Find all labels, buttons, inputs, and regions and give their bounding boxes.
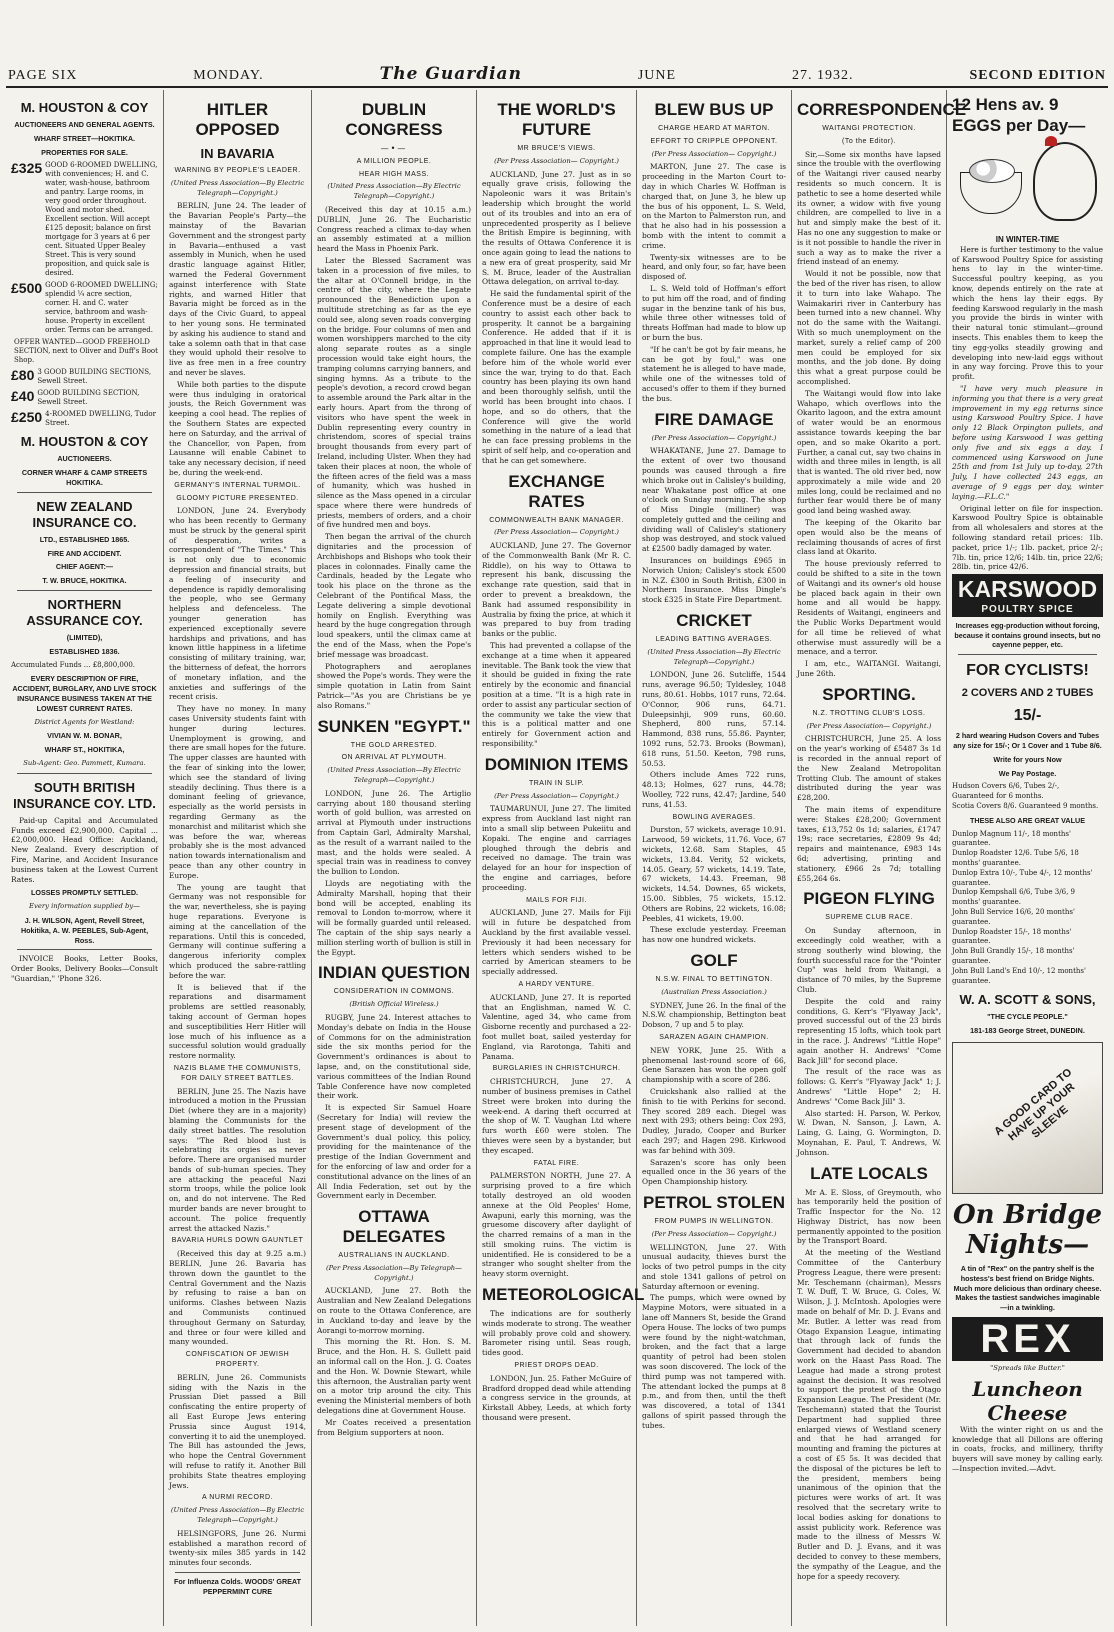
tyre-item: Dunlop Roadster 12/6. Tube 5/6, 18 months' guarantee. xyxy=(952,849,1079,868)
hens-ad-title: 12 Hens av. 9 EGGS per Day— xyxy=(952,95,1086,135)
subhead: MR BRUCE'S VIEWS. xyxy=(517,145,596,152)
article-paragraph: Sarazen's score has only been equalled once in the 36 years of the Open Championship history. xyxy=(642,1157,786,1187)
article-paragraph: The main items of expenditure were: Stakes £28,200; Government taxes, £13,752 0s 1d; salaries, £1747 19s; race secretaries, £2809 9s 4d; repairs and maintenance, £983 14s 6d; advertising, printing and stationery, £966 2s 7d; totalling £55,264 6s. xyxy=(797,805,941,883)
article-paragraph: Others include Ames 722 runs, 48.13; Holmes, 627 runs, 44.78; Woolley, 722 runs, 42.47; Jardine, 540 runs, 41.53. xyxy=(642,770,786,809)
tyre-item: John Bull Grandly 15/-, 18 months' guarantee. xyxy=(952,947,1075,966)
rex-logo: REX xyxy=(952,1317,1103,1361)
article-paragraph: AUCKLAND, June 27. The Governor of the Commonwealth Bank (Mr R. C. Riddle), on his way to Ottawa to represent his bank, discussing the exchange rate question, said that in order to prevent a breakdown, the Bank had assumed responsibility in Australia by fixing the price, at which it was prepared to buy from trading banks or the public. xyxy=(482,541,631,639)
subhead: SUPREME CLUB RACE. xyxy=(825,914,913,922)
source-line: (United Press Association—By Electric Telegraph—Copyright.) xyxy=(170,1506,305,1524)
headline-sporting: SPORTING. xyxy=(822,684,916,704)
article-paragraph: "If he can't be got by fair means, he can be got by foul," was one statement he is alleged to have made, while one of the witnesses told of accused's offer to them if they burned the bus. xyxy=(642,344,786,403)
postage: We Pay Postage. xyxy=(998,768,1057,778)
houston-heading: M. HOUSTON & COY xyxy=(20,100,149,115)
article-paragraph: Cruickshank also rallied at the finish to tie with Perkins for second. They scored 289 each. Diegel was next with 293; others being: Cox 293, Dudley, Jurado, Cooper and Burker each 297; and Hagen 298. Kirkwood was far behind with 309. xyxy=(642,1086,786,1155)
subhead: FROM PUMPS IN WELLINGTON. xyxy=(654,1217,774,1225)
source-line: (Australian Press Association.) xyxy=(661,987,767,996)
article-paragraph: LONDON, June 24. Everybody who has been recently to Germany must be struck by the general spirit of desperation, writes a correspondent of "The Times." This is not only due to economic depression and financial straits, but a feeling of insecurity and dependence is rapidly demoralising the people, who see Germany helpless and defenceless. The younger generation has experienced exceptionally severe hardships and privations, and has known little happiness in a lifetime consisting of military training, war, the bitterness of defeat, the horrors of monetary inflation, and the anxieties and sufferings of the recent crisis. xyxy=(169,506,306,702)
houston-heading-2: M. HOUSTON & COY xyxy=(20,434,149,450)
article-paragraph: Also started: H. Parson, W. Perkov, W. Dwan, N. Sanson, J. Lawn, A. Laing, G. Laing, G. Wormington, D. Moynahan, E. Paul, T. Andrews, W. Johnson. xyxy=(797,1108,941,1157)
article-paragraph: They have no money. In many cases University students faint with hunger during lectures. Unemployment is growing, and there are small hopes for the future. The upper classes are haunted with the fear of sinking into the lower, which see the standard of living steadily declining. Thus there is a dominant feeling of grievance, especially as the world persists in regarding Germany as the monarchist and militarist which she was before the war, whereas probably she is the most advanced nation towards internationalism and peace than any other country in Europe. xyxy=(169,704,306,880)
dillons-notice: With the winter right on us and the knowledge that all Dillons are offering in coats, frocks, and millinery, thrifty buyers will save money by calling early.—Inspection invited.—Advt. xyxy=(952,1424,1103,1473)
subhead: CONSIDERATION IN COMMONS. xyxy=(333,988,455,996)
hen-illustration xyxy=(952,138,1103,233)
divider xyxy=(958,654,1097,655)
houston-address: WHARF STREET—HOKITIKA. xyxy=(33,133,136,143)
column-7-ads xyxy=(947,90,1108,1626)
source-line: (United Press Association—By Electric Telegraph—Copyright.) xyxy=(647,647,781,666)
article-paragraph: While both parties to the dispute were thus indulging in oratorical jousts, the Reich Government was keeping a cool head. The replies of the Southern States are expected here on Saturday, and the arrival of the Chancellor, von Papen, from Lausanne will enable Cabinet to take any necessary decision, if need be, during the week-end. xyxy=(169,379,306,477)
article-paragraph: Lloyds are negotiating with the Admiralty Marshall, hoping that their bond will be accepted, enabling its removal to London to-morrow, where it will be formally guarded until released. The captain of the ship says nearly a million sterling worth of bullion is still in the Egypt. xyxy=(317,878,471,957)
tubes-note: 2 hard wearing Hudson Covers and Tubes any size for 15/-; Or 1 Cover and 1 Tube 8/6. xyxy=(953,731,1102,751)
article-paragraph: The house previously referred to could be shifted to a site in the town of Waitangi and its owner's old house be placed back again in their own home and all would be happy. Residents of Waitangi, engineers and the Public Works Department would for all time be relieved of what otherwise must assuredly will be a menace, and a terror. xyxy=(797,559,941,657)
tyre-item: Dunlop Roadster 15/-, 18 months' guarantee. xyxy=(952,927,1072,946)
subhead: AUSTRALIANS IN AUCKLAND. xyxy=(338,1252,450,1260)
invoice-books-ad: INVOICE Books, Letter Books, Order Books, Delivery Books—Consult "Guardian," 'Phone 326. xyxy=(11,954,158,983)
great-value: THESE ALSO ARE GREAT VALUE xyxy=(969,815,1085,825)
subhead: N.S.W. FINAL TO BETTINGTON. xyxy=(655,975,773,983)
headline-worlds-future: THE WORLD'S FUTURE xyxy=(497,100,616,139)
headline-fire: FIRE DAMAGE xyxy=(654,409,774,429)
headline-india: INDIAN QUESTION xyxy=(317,963,471,983)
subhead: CHARGE HEARD AT MARTON. xyxy=(658,125,770,132)
karswood-logo: KARSWOOD xyxy=(952,574,1103,604)
masthead-edition: SECOND EDITION xyxy=(969,68,1106,83)
headline-bavaria: IN BAVARIA xyxy=(200,146,275,161)
article-paragraph: LONDON, Jun. 25. Father McGuire of Bradford dropped dead while attending a congress service in the grounds, at Kirkstall Abbey, Leeds, at which forty thousand were present. xyxy=(482,1373,631,1423)
tyre-item: Dunlop Kempshall 6/6, Tube 3/6, 9 months' guarantee. xyxy=(952,888,1075,907)
article-paragraph: L. S. Weld told of Hoffman's effort to put him off the road, and of finding sugar in the benzine tank of his bus, while three other witnesses told of threats Hoffman had made to blow up or burn the bus. xyxy=(642,283,786,342)
article-paragraph: The result of the race was as follows: G. Kerr's "Flyaway Jack" 1; J. Andrews' "Little Hope" 2; H. Andrews' "Come Back Jill" 3. xyxy=(797,1067,941,1106)
article-paragraph: AUCKLAND, June 27. Just as in so equally grave crisis, following the Napoleonic wars it was Britain's leadership which brought the world out of its troubles and into an era of unprecedented prosperity as I believe the British Empire is beginning, with the results of Ottawa Conference it is once again going to lead the nations to a new era of great prosperity, said Mr S. M. Bruce, leader of the Australian Ottawa delegation, on arrival to-day. xyxy=(482,169,631,287)
subhead: EFFORT TO CRIPPLE OPPONENT. xyxy=(650,137,778,145)
masthead-rule xyxy=(6,86,1108,88)
article-paragraph: LONDON, June 26. The Artiglio carrying about 180 thousand sterling worth of gold bullion, was arrested on arrival at Plymouth under instructions from Captain Garl, Admiralty Marshal, as the result of a warrant nailed to the mast, and the holds were sealed. A special train was in readiness to convey the bullion to London. xyxy=(317,788,471,877)
subhead: PRIEST DROPS DEAD. xyxy=(514,1362,599,1370)
headline-exchange: EXCHANGE RATES xyxy=(508,471,605,511)
nz-insurance-heading: NEW ZEALAND INSURANCE CO. xyxy=(32,498,137,530)
rex-slogan: "Spreads like Butter." xyxy=(990,1363,1065,1372)
egg-bowl-icon xyxy=(960,172,1022,214)
article-paragraph: It is expected Sir Samuel Hoare (Secretary for India) will review the present stage of development of the Government's dual policy, this policy, providing for the maintenance of the prestige of the Indian Government and for the enforcing of law and order for a constitutional advance on the lines of an All India Federation, set out by the Government early in December. xyxy=(317,1103,471,1201)
covers-heading: 2 COVERS AND 2 TUBES xyxy=(961,687,1094,700)
houston-address-2: CORNER WHARF & CAMP STREETS HOKITIKA. xyxy=(21,468,148,487)
property-listing: OFFER WANTED—GOOD FREEHOLD SECTION, next to Oliver and Duff's Boot Shop. xyxy=(14,338,158,365)
headline-hitler: HITLER OPPOSED xyxy=(195,100,280,139)
subhead: FATAL FIRE. xyxy=(533,1159,580,1167)
subhead: BOWLING AVERAGES. xyxy=(672,813,756,821)
subhead: LEADING BATTING AVERAGES. xyxy=(655,636,773,644)
article-paragraph: The Waitangi would flow into lake Wahapo, which overflows into the Okarito lagoon, and the extra amount of water would be an enormous assistance towards keeping the bar open, and so make Okarito a port. Further, a canal cut, say two chains in width and three miles in length, is all that is wanted. The old river bed, now approximately a mile wide and 20 miles long, could be reclaimed and no further fear would there be of many good land being washed away. xyxy=(797,388,941,516)
article-paragraph: NEW YORK, June 25. With a phenomenal last-round score of 66, Gene Sarazen has won the open golf championship with a score of 286. xyxy=(642,1045,786,1085)
subhead: GERMANY'S INTERNAL TURMOIL. xyxy=(174,481,301,489)
headline-golf: GOLF xyxy=(690,950,738,970)
source-line: (United Press Association—By Electric Telegraph—Copyright.) xyxy=(327,766,461,785)
tyre-item: Hudson Covers 6/6, Tubes 2/-, Guaranteed for 6 months. xyxy=(952,782,1060,801)
source-line: (Per Press Association— Copyright.) xyxy=(494,528,619,537)
masthead-month: JUNE xyxy=(637,68,677,83)
northern-ltd: (LIMITED), xyxy=(66,632,103,642)
masthead-day: MONDAY. xyxy=(193,68,264,83)
article-paragraph: The young are taught that Germany was not responsible for the war, nevertheless, she is paying huge reparations. Everyone is aiming at the cancellation of the reparations. Until this is conceded, Germany will continue suffering a dangerous inferiority complex which produced the sabre-rattling before the war. xyxy=(169,882,306,980)
subhead: GLOOMY PICTURE PRESENTED. xyxy=(176,494,299,502)
houston-sub-2: AUCTIONEERS. xyxy=(57,454,112,464)
subhead: MAILS FOR FIJI. xyxy=(526,896,587,904)
columns xyxy=(6,90,1108,1626)
rex-description: A tin of "Rex" on the pantry shelf is the hostess's best friend on Bridge Nights. Much more delicious than ordinary cheese. Makes the tastiest sandwiches imaginable—in a twinkling. xyxy=(953,1264,1102,1313)
cyclists-price: 15/- xyxy=(1013,707,1042,725)
article-paragraph: AUCKLAND, June 27. Both the Australian and New Zealand Delegations on route to the Ottawa Conference, are in Auckland to-day and leave by the Aorangi to-morrow morning. xyxy=(317,1286,471,1335)
divider xyxy=(175,1572,300,1573)
source-line: (Per Press Association— Copyright.) xyxy=(651,149,777,158)
headline-egypt: SUNKEN "EGYPT." xyxy=(317,716,471,736)
properties-heading: PROPERTIES FOR SALE. xyxy=(41,147,128,157)
article-paragraph: (Received this day at 10.15 a.m.) DUBLIN, June 26. The Eucharistic Congress reached a climax to-day when an assembly estimated at a million heard the Mass in Phoenix Park. xyxy=(317,204,471,254)
south-british-capital: Paid-up Capital and Accumulated Funds exceed £2,900,000. Capital ... £2,000,000. Head Office: Auckland, New Zealand. Every description of Fire, Marine, and Accident Insurance business taken at the Lowest Current Rates. xyxy=(11,815,158,884)
tyre-item: Scotia Covers 8/6. Guaranteed 9 months. xyxy=(952,802,1099,811)
houston-subheading: AUCTIONEERS AND GENERAL AGENTS. xyxy=(14,120,155,129)
page-number: PAGE SIX xyxy=(8,68,78,83)
article-paragraph: WHAKATANE, June 27. Damage to the extent of over two thousand pounds was caused through a fire which broke out in Calisley's building, near Whakatane post office at one o'clock on Sunday morning. The shop of Miss Dingle (milliner) was completely gutted and the ceiling and dividing wall of Calisley's stationery shop was destroyed, and stock valued at £2500 badly damaged by water. xyxy=(642,446,786,554)
article-paragraph: On Sunday afternoon, in exceedingly cold weather, with a strong southerly wind blowing, the fourth successful race for the "Pointer Cup" was held from Waitangi, a distance of 70 miles, by the Supreme Club. xyxy=(797,926,941,994)
chief-agent-name: T. W. BRUCE, HOKITIKA. xyxy=(42,576,127,586)
article-paragraph: AUCKLAND, June 27. It is reported that an Englishman, named W. C. Valentine, aged 34, who came from Gisborne recently and purchased a 22-foot mullet boat, sailed yesterday for England, via Rarotonga, Tahiti and Panama. xyxy=(482,992,631,1061)
article-paragraph: I am, etc., WAITANGI. Waitangi, June 26th. xyxy=(797,659,941,679)
headline-cricket: CRICKET xyxy=(676,611,752,631)
column-2-hitler xyxy=(164,90,312,1626)
karswood-note: Increases egg-production without forcing, because it contains ground insects, but no cayenne pepper, etc. xyxy=(954,620,1101,650)
info-supplied: Every information supplied by— xyxy=(29,902,140,911)
article-paragraph: MARTON, June 27. The case is proceeding in the Marton Court to-day in which Charles W. Hoffman is charged that, on June 3, he blew up the bus of his opponent, L. S. Weld, on the Marton to Palmerston run, and that he also had in his possession a bomb with the intent to commit a crime. xyxy=(642,162,786,250)
poultry-spice-label: POULTRY SPICE xyxy=(952,604,1103,617)
masthead-date: 27. 1932. xyxy=(792,68,854,83)
subhead: THE GOLD ARRESTED. xyxy=(350,741,438,749)
woods-peppermint-ad: For Influenza Colds. WOODS' GREAT PEPPERMINT CURE xyxy=(174,1576,301,1596)
article-paragraph: He said the fundamental spirit of the Conference must be a desire of each country to assist each other back to prosperity. It cannot be a bargaining Conference. He added that if it is approached in that line it would lead to complete failure. One has the example before him of the whole world ever since the war, trying to do that. Each country has been playing its own hand and been thoroughly selfish, until the world has been brought into chaos. I hope, and so do others, that the Conference will give the world something in the nature of a lead that he can face pressing problems in the spirit of self help, and co-operation and that he can get somewhere. xyxy=(482,289,631,465)
source-line: (United Press Association—By Electric Telegraph—Copyright.) xyxy=(170,178,305,197)
subhead: CONFISCATION OF JEWISH PROPERTY. xyxy=(185,1351,290,1369)
luncheon-cheese-label: Luncheon Cheese xyxy=(972,1376,1083,1425)
agent-bonar-address: WHARF ST., HOKITIKA, xyxy=(44,745,125,755)
article-paragraph: The keeping of the Okarito bar open would also be the means of reclaiming thousands of acres of first class land at Okarito. xyxy=(797,518,941,557)
subhead: SARAZEN AGAIN CHAMPION. xyxy=(659,1033,769,1041)
article-paragraph: The pumps, which were owned by Maypine Motors, were situated in a lane off Manners St, beside the Grand Opera House. The locks of two pumps were found by the night-watchman, broken, and the fact that a large quantity of petrol had been stolen was soon discovered. The lock of the third pump was not tampered with. The attendant locked the pumps at 8 p.m., and from then, until the theft was discovered, a total of 1341 gallons of spirit passed through the tubes. xyxy=(642,1293,786,1430)
article-paragraph: LONDON, June 26. Sutcliffe, 1544 runs, average 96.50; Tyldesley, 1048 runs, 80.61. Hobbs, 1017 runs, 72.64. O'Connor, 906 runs, 64.71. Duleepsinhji, 909 runs, 60.60. Shepherd, 800 runs, 57.14. Hammond, 838 runs, 55.86. Paynter, 1092 runs, 52.73. Brooks (Bowman), 618 runs, 51.50. Keeton, 798 runs, 50.53. xyxy=(642,670,786,768)
newspaper-title: The Guardian xyxy=(379,64,522,84)
subhead: NAZIS BLAME THE COMMUNISTS, FOR DAILY STREET BATTLES. xyxy=(173,1064,302,1082)
northern-description: EVERY DESCRIPTION OF FIRE, ACCIDENT, BURGLARY, AND LIVE STOCK INSURANCE BUSINESS TAKEN AT THE LOWEST CURRENT RATES. xyxy=(12,674,157,713)
headline-late-locals: LATE LOCALS xyxy=(810,1163,928,1183)
headline-correspondence: CORRESPONDENCE xyxy=(797,100,967,119)
column-6-correspondence xyxy=(792,90,967,1626)
article-paragraph: Then began the arrival of the church dignitaries and the procession of Archbishops and Bishops who took their places in colonnades. Finally came the Cardinals, headed by the Legate who took his place on the throne as the Celebrant of the Pontifical Mass, the Legate delivering a simple devotional homily on English. Everything was heard by the huge congregation through loud speakers, until the climax came at the end of the Mass, when the Pope's brief message was broadcast. xyxy=(317,532,471,659)
losses-settled: LOSSES PROMPTLY SETTLED. xyxy=(30,888,139,898)
source-line: (Per Press Association— Copyright.) xyxy=(806,721,932,730)
article-paragraph: These exclude yesterday. Freeman has now one hundred wickets. xyxy=(642,925,786,945)
subhead: HEAR HIGH MASS. xyxy=(358,170,430,178)
article-paragraph: BERLIN, June 26. Communists siding with the Nazis in the Prussian Diet passed a Bill confiscating the entire property of all East Europe Jews entering Prussia since August 1914, converting it to aid the unemployed. The Bill has astounded the Jews, who hope the Central Government will refuse to ratify it. Another Bill prohibits State theatres employing Jews. xyxy=(169,1372,306,1490)
scott-sub: "THE CYCLE PEOPLE." xyxy=(987,1012,1068,1022)
subhead: WARNING BY PEOPLE'S LEADER. xyxy=(174,167,301,174)
tyre-item: John Bull Service 16/6, 20 months' guarantee. xyxy=(952,908,1075,926)
district-agents: District Agents for Westland: xyxy=(34,717,135,726)
article-paragraph: The indications are for southerly winds moderate to strong. The weather will probably prove cold and showery. Barometer rising until. Seas rough, tides good. xyxy=(482,1309,631,1358)
card-illustration xyxy=(952,1042,1103,1194)
headline-pigeon: PIGEON FLYING xyxy=(803,889,935,909)
divider xyxy=(17,492,152,493)
headline-dublin: DUBLIN CONGRESS xyxy=(345,100,443,139)
cyclists-heading: FOR CYCLISTS! xyxy=(966,662,1089,680)
article-paragraph: Mr Coates received a presentation from Belgium supporters at noon. xyxy=(317,1417,471,1437)
northern-assurance-heading: NORTHERN ASSURANCE COY. xyxy=(26,596,143,628)
article-paragraph: At the meeting of the Westland Committee of the Canterbury Progress League, there were present: Mr. Teschemann (chairman), Messrs T. W. Duff, T. W. Bruce, G. Coles, W. Wilson, J. J. McIntosh. Apologies were made on behalf of Mr. D. J. Evans and Mr. Butler. A letter was read from Otago Expansion League, intimating that through lack of funds the Government had decided to abandon work on the Haast Pass Road. The League had made a strong protest against the decision. It was resolved to support the protest of the Otago Expansion League. The President (Mr. Teschemann) stated that the Tourist Department had supplied three enlarged views of Westland scenery and that he had arranged for mounting and framing the pictures at a cost of £5 5s. It was decided that the disposal of the pictures be left to the president, members being unanimous of the opinion that the pictures were works of art. It was resolved that the secretary write to local bodies asking for donations to assist publicity work. Reference was made to the illness of Messrs W. Butler and D. J. Evans, and it was decided to convey to these members, the sympathy of the League, and the hope for a speedy recovery. xyxy=(797,1248,941,1581)
nz-insurance-est: LTD., ESTABLISHED 1865. xyxy=(39,534,130,544)
property-listing: £325 GOOD 6-ROOMED DWELLING, with conveniences; H. and C. water, wash-house, bathroom and pantry. Large rooms, in very good order throughout. Wood and motor shed. Excellent section. Will accept £125 deposit; balance on first mortgage for 3 years at 6 per cent. Situated Upper Bealey Street. This is very sound proposition, and quick sale is desired. xyxy=(11,160,158,278)
article-paragraph: TAUMARUNUI, June 27. The limited express from Auckland last night ran into a small slip between Pukeiitu and Kopaki. The engine and carriages ploughed through the debris and received no damage. The train was delayed for an hour for inspection of the engine and carriages, before proceeding. xyxy=(482,804,631,892)
property-listing: £500 GOOD 6-ROOMED DWELLING; splendid ¼ acre section, corner. H. and C. water service, bathroom and wash-house. Property in excellent order. Terms can be arranged. xyxy=(11,280,158,335)
tyre-item: Dunlop Magnum 11/-, 18 months' guarantee. xyxy=(952,829,1071,848)
article-paragraph: BERLIN, June 24. The leader of the Bavarian People's Party—the mainstay of the Bavarian Government and the strongest party in Bavaria—enthused a vast assembly in Munich, when he used drastic language against Hitler, warned the Federal Government against interference with State rights, and warned Hitler that Bavaria might be forced as in the days of the Civic Guard, to appeal to her young sons. He terminated by asking his audience to stand and take a solemn oath that in that case they would uphold their resolve to live as free men in a free country and never be slaves. xyxy=(169,201,306,377)
column-1-ads xyxy=(6,90,164,1626)
scott-address: 181-183 George Street, DUNEDIN. xyxy=(970,1026,1085,1036)
bridge-nights-heading: On Bridge Nights— xyxy=(952,1200,1103,1260)
source-line: (Per Press Association—By Telegraph—Copyright.) xyxy=(326,1263,462,1282)
article-paragraph: Durston, 57 wickets, average 10.91. Larwood, 59 wickets, 11.76. Voce, 67 wickets, 12.68. Sam Staples, 45 wickets, 13.84. Verity, 52 wickets, 14.05. Geary, 57 wickets, 14.19. Tate, 67 wickets, 14.43. Freeman, 98 wickets, 14.54. Downes, 65 wickets, 15.00. Sibbles, 75 wickets, 15.12. Others are Robins, 22 wickets, 16.08; Peebles, 41 wickets, 19.00. xyxy=(642,825,786,923)
article-paragraph: BERLIN, June 25. The Nazis have introduced a motion in the Prussian Diet (where they are in a majority) blaming the Communists for the daily street battles. The resolution says: "The Red blood lust is celebrating its orgies as never before. There are organised murder bands of sub-human species. They are attacking the peaceful Nazi storm troops, while the police look on, and do not intervene. The Red murder bands are never brought to account. The police frequently arrest the attacked Nazis." xyxy=(169,1086,306,1233)
scott-heading: W. A. SCOTT & SONS, xyxy=(959,992,1096,1008)
northern-funds: Accumulated Funds ... £8,800,000. xyxy=(11,660,136,669)
source-line: (Per Press Association— Copyright.) xyxy=(651,1229,777,1238)
ornament: —•— xyxy=(380,144,408,153)
article-paragraph: AUCKLAND, June 27. Mails for Fiji will in future be despatched from Auckland by the first available vessel. Previously it had been necessary for letters which senders wished to be carried by American steamers to be specially addressed. xyxy=(482,908,631,977)
article-paragraph: Later the Blessed Sacrament was taken in a procession of five miles, to the altar at O'Connell bridge, in the centre of the city, where the Legate pronounced the Benediction upon a multitude stretching as far as the eye could see, along seven roads converging on the bridge. Four columns of men and women worshippers marched to the city along separate routes as a single procession would take eight hours, the tramping columns carrying banners, and singing hymns. As a tribute to the people's devotion, a record crowd began to assemble around the Park altar in the early hours. Apart from the throng of visitors who have spent the week in Dublin representing every country in christendom, scores of special trains brought thousands from every part of Ireland, including Ulster. When they had taken their places at noon, the whole of the fifteen acres of the field was a mass of humanity, which was hushed in silence as the Mass opened in a circular space where there were hundreds of priests, members of orders, and a choir of five hundred men and boys. xyxy=(317,255,471,530)
subhead: (To the Editor). xyxy=(842,137,896,145)
article-paragraph: Would it not be possible, now that the bed of the river has risen, to allow it to turn into lake Wahapo. The Waimakariri river in Canterbury has been turned into a new channel. Why not do the same with the Waitangi. With so much unemployment on the market, surely a relief camp of 200 men could be employed for six months, and the job done. By doing this what a great purpose could be accomplished. xyxy=(797,269,941,386)
headline-dominion: DOMINION ITEMS xyxy=(484,754,629,774)
article-paragraph: CHRISTCHURCH, June 25. A loss on the year's working of £5487 3s 1d is recorded in the annual report of the New Zealand Metropolitan Trotting Club. The amount of stakes distributed during the year was £28,200. xyxy=(797,734,941,803)
article-paragraph: Insurances on buildings £965 in Norwich Union; Calisley's stock £500 in N.Z. £300 in South British, £300 in Northern Insurance. Miss Dingle's stock £325 in State Fire Department. xyxy=(642,556,786,605)
divider xyxy=(17,773,152,774)
northern-est: ESTABLISHED 1836. xyxy=(49,646,120,656)
article-paragraph: It is believed that if the reparations and disarmament problems are settled reasonably, taking account of German hopes and susceptibilities Herr Hitler will lose much of his influence as a successful solution would gradually restore normality. xyxy=(169,982,306,1061)
tyre-item: John Bull Land's End 10/-, 12 months' guarantee. xyxy=(952,966,1086,985)
subhead: A MILLION PEOPLE. xyxy=(356,157,432,165)
divider xyxy=(17,949,152,950)
article-paragraph: Photographers and aeroplanes showed the Pope's words. They were the simple quotation in Latin from Saint Patrick—"As you are Christians be ye also Romans." xyxy=(317,661,471,710)
winter-caption: IN WINTER-TIME xyxy=(995,235,1060,244)
article-paragraph: HELSINGFORS, June 26. Nurmi established a marathon record of twenty-six miles 385 yards in 142 minutes four seconds. xyxy=(169,1528,306,1568)
article-paragraph: Sir,—Some six months have lapsed since the trouble with the overflowing of the Waitangi river caused nearby residents so much concern. It is pathetic to see a home deserted while its owner, a widow with five young children, are compelled to live in a hut and simply make the best of it. Has no one any suggestion to make or is it not possible to handle the river in such a way as to make the river a friend instead of an enemy. xyxy=(797,149,941,267)
article-paragraph: SYDNEY, June 26. In the final of the N.S.W. championship, Bettington beat Dobson, 7 up and 5 to play. xyxy=(642,1000,786,1030)
source-line: (British Official Wireless.) xyxy=(349,1000,439,1009)
chief-agent-label: CHIEF AGENT:— xyxy=(55,562,114,572)
article-paragraph: (Received this day at 9.25 a.m.) BERLIN, June 26. Bavaria has thrown down the gauntlet to the Central Government and the Nazis by refusing to raise a ban on uniforms. Clashes between Nazis and Communists continued throughout Germany on Saturday, and three or four were killed and many wounded. xyxy=(169,1249,306,1347)
subhead: COMMONWEALTH BANK MANAGER. xyxy=(489,516,624,524)
headline-meteorological: METEOROLOGICAL xyxy=(482,1285,645,1305)
source-line: (Per Press Association— Copyright.) xyxy=(494,156,619,165)
column-5-bus xyxy=(637,90,792,1626)
masthead xyxy=(8,62,1106,84)
divider xyxy=(17,590,152,591)
article-paragraph: Twenty-six witnesses are to be heard, and only four, so far, have been disposed of. xyxy=(642,252,786,282)
source-line: (United Press Association—By Electric Telegraph—Copyright.) xyxy=(327,182,461,201)
subhead: BAVARIA HURLS DOWN GAUNTLET xyxy=(171,1237,304,1245)
source-line: (Per Press Association— Copyright.) xyxy=(494,791,619,800)
subhead: WAITANGI PROTECTION. xyxy=(822,125,916,132)
subhead: ON ARRIVAL AT PLYMOUTH. xyxy=(341,754,447,762)
property-listing: £80 3 GOOD BUILDING SECTIONS, Sewell Street. xyxy=(11,367,152,386)
headline-bus: BLEW BUS UP xyxy=(654,100,774,119)
ad-paragraph: Original letter on file for inspection. Karswood Poultry Spice is obtainable from all wholesalers and stores at the following standard retail prices: 1lb. packet, price 1/-; 1lb. packet, price 2/-; 7lb. tin, price 12/6; 14lb. tin, price 22/6; 28lb. tin, price 42/6. xyxy=(952,503,1103,572)
headline-ottawa: OTTAWA DELEGATES xyxy=(342,1207,446,1247)
article-paragraph: This morning the Rt. Hon. S. M. Bruce, and the Hon. H. S. Gullett paid an informal call on the Hon. J. G. Coates and the Hon. W. Downie Stewart, while this afternoon, the Australian party went on a motor trip around the city. This evening the Ministerial members of both delegations dine at Government House. xyxy=(317,1337,471,1416)
agent-bonar: VIVIAN W. M. BONAR, xyxy=(47,731,122,741)
ad-paragraph: Here is further testimony to the value of Karswood Poultry Spice for assisting hens to lay in the winter-time. Successful poultry keeping, as you know, depends entirely on the rate at which the hens lay their eggs. By feeding Karswood regularly in the mash you provide the birds in winter with their natural tonic stimulant—ground insects. This enables them to keep the tiny egg-yolks steadily growing and developing into new-laid eggs without in any way forcing. Prove this to your profit. xyxy=(952,244,1103,382)
testimonial: "I have very much pleasure in informing you that there is a very great improvement in my egg returns since using Karswood Poultry Spice. I have only 12 Black Orpington pullets, and before using Karswood I was getting only five and six eggs a day. I commenced using Karswood on June 25th and from 1st July up to-day, 27th July, I have collected 243 eggs, an average of 9 eggs per day, winter laying.—F.L.C." xyxy=(952,383,1103,501)
article-paragraph: Despite the cold and rainy conditions, G. Kerr's "Flyaway Jack", proved successful out of the 23 birds representing 15 lofts, which took part in the race. J. Andrews' "Little Hope" again another H. Andrews' "Come Back Jill" for second place. xyxy=(797,996,941,1065)
sub-agent: Sub-Agent: Geo. Pammett, Kumara. xyxy=(23,758,146,767)
source-line: (Per Press Association— Copyright.) xyxy=(651,433,777,442)
tyre-item: Dunlop Extra 10/-, Tube 4/-, 12 months' guarantee. xyxy=(952,868,1093,887)
article-paragraph: CHRISTCHURCH, June 27. A number of business premises in Cathel Street were broken into during the week-end. A daring theft occurred at the shop of W. T. Vaughan Ltd where furs worth £60 were stolen. The thieves were seen by a bystander, but they escaped. xyxy=(482,1077,631,1155)
wilson-agent: J. H. WILSON, Agent, Revell Street, Hokitika, A. W. PEEBLES, Sub-Agent, Ross. xyxy=(20,915,149,945)
column-4-world xyxy=(477,90,645,1626)
headline-petrol: PETROL STOLEN xyxy=(642,1192,785,1212)
article-paragraph: This had prevented a collapse of the exchange at a time when it appeared inevitable. The Bank took the view that it should be guided in fixing the rate entirely by the economic and financial position at a time. "It is a high rate in order to assist any particular section of the community we take the view that this is a political matter and one entirely for Government action and responsibility." xyxy=(482,641,631,749)
property-listing: £40 GOOD BUILDING SECTION, Sewell Street. xyxy=(11,388,140,407)
subhead: A HARDY VENTURE. xyxy=(518,980,595,988)
column-3-dublin xyxy=(312,90,477,1626)
card-slogan: A GOOD CARD TO HAVE UP YOUR SLEEVE xyxy=(992,1066,1078,1144)
subhead: TRAIN IN SLIP. xyxy=(528,779,585,787)
article-paragraph: WELLINGTON, June 27. With unusual audacity, thieves burst the locks of two petrol pumps in the city and stole 1341 gallons of petrol on Saturday afternoon or evening. xyxy=(642,1242,786,1291)
south-british-heading: SOUTH BRITISH INSURANCE COY. LTD. xyxy=(13,779,156,811)
subhead: BURGLARIES IN CHRISTCHURCH. xyxy=(492,1065,621,1073)
subhead: N.Z. TROTTING CLUB'S LOSS. xyxy=(812,709,926,717)
article-paragraph: PALMERSTON NORTH, June 27. A surprising proved to a fire which totally destroyed an old wooden annexe at the Old Peoples' Home, Awapuni, early this morning, was the gruesome discovery after daylight of the charred remains of a man in the still smoking ruins. The victim is unidentified. He is considered to be a stranger who sought shelter from the heavy storm overnight. xyxy=(482,1171,631,1279)
article-paragraph: Mr A. E. Sloss, of Greymouth, who has temporarily held the position of Traffic Inspector for the No. 12 Highway District, has now been permanently appointed to the position by the Transport Board. xyxy=(797,1187,941,1246)
nz-insurance-fire: FIRE AND ACCIDENT. xyxy=(47,548,122,558)
hen-icon xyxy=(1033,142,1097,221)
article-paragraph: RUGBY, June 24. Interest attaches to Monday's debate on India in the House of Commons for on the administration side the six months period for the Government's ordinances is about to lapse, and, on the constitutional side, various committees of the Indian Round Table Conference have now completed their work. xyxy=(317,1012,471,1101)
property-listing: £250 4-ROOMED DWELLING, Tudor Street. xyxy=(11,409,156,428)
write-now: Write for yours Now xyxy=(993,754,1062,764)
subhead: A NURMI RECORD. xyxy=(202,1494,273,1502)
